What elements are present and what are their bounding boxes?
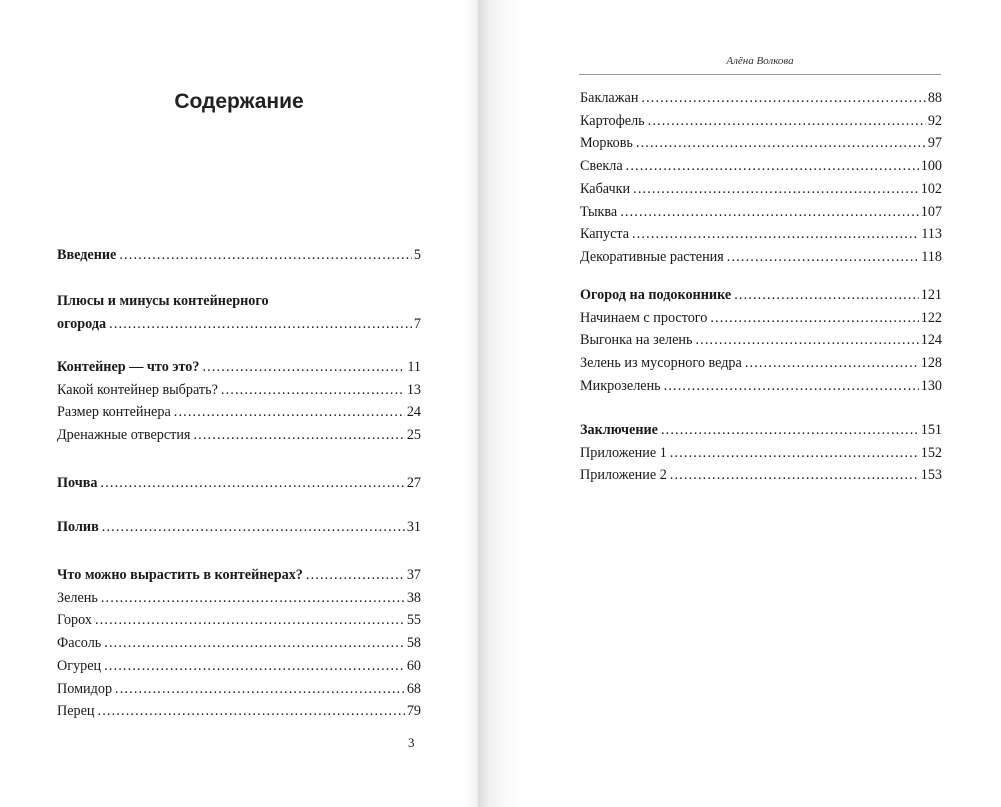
right-page (478, 0, 1001, 807)
toc-entry[interactable] (580, 110, 942, 133)
toc-entry-title: Фасоль (57, 635, 102, 652)
toc-entry[interactable] (580, 419, 942, 442)
toc-entry-page: 11 (407, 359, 421, 375)
toc-entry-title: Какой контейнер выбрать? (57, 381, 218, 398)
toc-entry-page: 55 (406, 612, 421, 629)
toc-entry-title: Картофель (580, 112, 645, 129)
toc-group (57, 516, 421, 539)
toc-entry[interactable] (57, 700, 421, 723)
toc-entry[interactable] (580, 375, 942, 398)
toc-entry-title: Заключение (580, 422, 658, 438)
toc-entry[interactable] (580, 329, 942, 352)
toc-entry-page: 58 (406, 635, 421, 652)
dot-leader (734, 284, 919, 307)
toc-entry[interactable] (57, 424, 421, 447)
toc-entry-title: Размер контейнера (57, 404, 171, 421)
toc-entry-title: Зелень (57, 589, 98, 606)
toc-entry-page: 153 (920, 467, 942, 484)
dot-leader (98, 700, 405, 723)
toc-group (57, 290, 421, 335)
toc-entry-page: 124 (920, 332, 942, 349)
toc-entry-page: 121 (920, 287, 942, 303)
dot-leader (104, 632, 405, 655)
toc-entry-page: 37 (406, 567, 421, 583)
dot-leader (119, 244, 412, 267)
left-page (0, 0, 478, 807)
toc-entry[interactable] (57, 609, 421, 632)
page-title: Содержание (174, 90, 304, 113)
dot-leader (202, 356, 405, 379)
toc-entry-page: 113 (921, 226, 942, 243)
page-number: 3 (408, 735, 415, 750)
toc-entry-page: 88 (927, 90, 942, 106)
toc-entry-title: Помидор (57, 680, 113, 697)
dot-leader (745, 352, 919, 375)
toc-entry[interactable] (580, 246, 942, 269)
toc-entry-title: Морковь (580, 135, 633, 152)
toc-entry-title: Зелень из мусорного ведра (580, 355, 742, 372)
toc-entry[interactable] (57, 356, 421, 379)
toc-group (580, 284, 942, 398)
dot-leader (670, 442, 919, 465)
toc-group (580, 419, 942, 487)
dot-leader (633, 178, 919, 201)
dot-leader (636, 132, 926, 155)
header-rule (579, 74, 941, 75)
toc-entry-title: Горох (57, 612, 92, 629)
dot-leader (101, 587, 405, 610)
toc-entry-page: 118 (921, 248, 942, 265)
toc-entry-page: 24 (406, 404, 421, 421)
dot-leader (632, 223, 919, 246)
toc-entry[interactable] (57, 655, 421, 678)
dot-leader (115, 678, 405, 701)
toc-group (57, 244, 421, 267)
dot-leader (101, 472, 405, 495)
dot-leader (174, 401, 405, 424)
toc-group (580, 87, 942, 269)
dot-leader (695, 329, 918, 352)
dot-leader (221, 379, 405, 402)
toc-entry-page: 60 (406, 657, 421, 674)
toc-entry[interactable] (580, 132, 942, 155)
dot-leader (193, 424, 404, 447)
dot-leader (648, 110, 926, 133)
dot-leader (710, 307, 918, 330)
dot-leader (670, 464, 919, 487)
toc-entry-page: 130 (920, 377, 942, 394)
toc-entry[interactable] (580, 87, 942, 110)
dot-leader (102, 516, 405, 539)
toc-entry[interactable] (580, 464, 942, 487)
toc-entry[interactable] (580, 201, 942, 224)
toc-entry-page: 25 (406, 427, 421, 444)
toc-entry-page: 100 (920, 158, 942, 175)
toc-entry[interactable] (57, 587, 421, 610)
toc-entry-title: Приложение 2 (580, 467, 667, 484)
toc-entry-page: 5 (413, 247, 421, 263)
dot-leader (95, 609, 405, 632)
toc-entry[interactable] (57, 379, 421, 402)
toc-entry-title: Капуста (580, 226, 630, 243)
toc-entry[interactable] (57, 244, 421, 267)
toc-entry-title: Что можно вырастить в контейнерах? (57, 567, 303, 583)
toc-entry[interactable] (580, 442, 942, 465)
toc-entry[interactable] (57, 472, 421, 495)
toc-entry[interactable] (580, 307, 942, 330)
toc-entry-title: Свекла (580, 158, 623, 175)
toc-group (57, 564, 421, 723)
toc-group (57, 356, 421, 447)
toc-entry[interactable] (580, 352, 942, 375)
dot-leader (626, 155, 919, 178)
toc-entry-page: 152 (920, 444, 942, 461)
toc-entry[interactable] (580, 155, 942, 178)
dot-leader (306, 564, 405, 587)
toc-entry-page: 31 (406, 519, 421, 535)
dot-leader (620, 201, 919, 224)
toc-entry-page: 92 (927, 112, 942, 129)
toc-entry-page: 27 (406, 475, 421, 491)
toc-entry-title: Баклажан (580, 90, 639, 106)
toc-entry-page: 79 (406, 703, 421, 720)
toc-entry[interactable] (57, 516, 421, 539)
toc-entry-title: Почва (57, 475, 98, 491)
toc-entry-title: Контейнер — что это? (57, 359, 200, 375)
toc-entry[interactable] (580, 178, 942, 201)
toc-entry-title-line: Плюсы и минусы контейнерного (57, 293, 269, 309)
toc-entry-page: 97 (927, 135, 942, 152)
toc-entry-page: 13 (406, 381, 421, 398)
toc-entry[interactable] (57, 678, 421, 701)
dot-leader (641, 87, 925, 110)
toc-entry[interactable] (57, 564, 421, 587)
toc-entry-page: 122 (920, 309, 942, 326)
toc-entry-title: Микрозелень (580, 377, 661, 394)
toc-entry-page: 38 (406, 589, 421, 606)
running-head: Алёна Волкова (726, 55, 794, 67)
toc-entry-page: 151 (920, 422, 942, 438)
toc-entry-page: 102 (920, 180, 942, 197)
toc-entry-title: Дренажные отверстия (57, 427, 191, 444)
toc-entry-title: Декоративные растения (580, 248, 724, 265)
toc-group (57, 472, 421, 495)
toc-entry[interactable] (580, 284, 942, 307)
toc-entry[interactable] (57, 313, 421, 336)
toc-entry-title: огорода (57, 315, 107, 332)
dot-leader (664, 375, 919, 398)
toc-entry-page: 107 (920, 203, 942, 220)
toc-entry-title: Тыква (580, 203, 618, 220)
toc-entry[interactable] (57, 632, 421, 655)
toc-entry-title: Огород на подоконнике (580, 287, 732, 303)
dot-leader (104, 655, 405, 678)
toc-entry[interactable] (57, 401, 421, 424)
toc-entry-page: 68 (406, 680, 421, 697)
toc-entry-title: Приложение 1 (580, 444, 667, 461)
dot-leader (727, 246, 919, 269)
toc-entry-page: 128 (920, 355, 942, 372)
dot-leader (661, 419, 919, 442)
toc-entry-page: 7 (413, 315, 421, 332)
toc-entry-title: Полив (57, 519, 99, 535)
toc-entry-title: Начинаем с простого (580, 309, 708, 326)
toc-entry-title: Введение (57, 247, 117, 263)
toc-entry[interactable] (580, 223, 942, 246)
toc-entry-title: Выгонка на зелень (580, 332, 693, 349)
dot-leader (109, 313, 412, 336)
toc-entry-title: Огурец (57, 657, 102, 674)
toc-entry-title: Кабачки (580, 180, 631, 197)
toc-entry-title: Перец (57, 703, 95, 720)
